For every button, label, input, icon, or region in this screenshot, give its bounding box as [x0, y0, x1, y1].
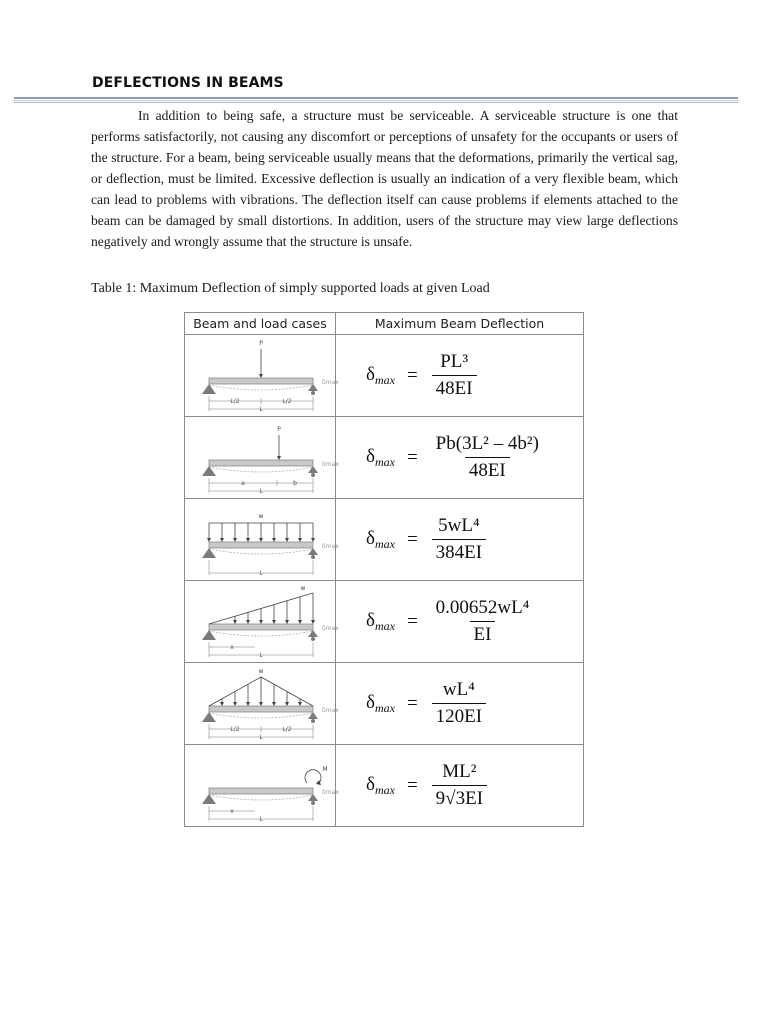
- load-label: P: [277, 426, 281, 433]
- load-arrowhead: [272, 620, 276, 624]
- beam-member: [209, 460, 313, 466]
- dimension-label: L/2: [230, 726, 240, 733]
- roller-support: [308, 548, 318, 555]
- dimension-label: L/2: [282, 398, 292, 405]
- delta-subscript: max: [374, 618, 395, 633]
- formula-cell: [336, 499, 584, 581]
- delta-symbol: δ: [366, 773, 375, 795]
- load-arrowhead: [259, 538, 263, 542]
- beam-diagram: [185, 581, 339, 662]
- dimension-label: L: [259, 488, 263, 495]
- delta-subscript: max: [374, 782, 395, 797]
- roller-wheel: [311, 555, 315, 559]
- beam-diagram-cell: [185, 417, 339, 499]
- load-label: P: [259, 340, 263, 347]
- dimension-label: x: [230, 644, 234, 651]
- deflected-shape: [209, 713, 313, 718]
- formula-fraction: [432, 679, 486, 728]
- table-row: [185, 499, 584, 581]
- equals-sign: =: [406, 610, 418, 632]
- deflection-tag: δmax: [322, 625, 339, 632]
- formula-cell: [336, 663, 584, 745]
- deflected-shape: [209, 549, 313, 554]
- deflection-formula: [336, 417, 583, 498]
- load-arrowhead: [285, 538, 289, 542]
- formula-lhs: [366, 774, 395, 798]
- deflection-tag: δmax: [322, 379, 339, 386]
- delta-symbol: δ: [366, 445, 375, 467]
- delta-subscript: max: [374, 372, 395, 387]
- equals-sign: =: [406, 446, 418, 468]
- load-arrowhead: [233, 538, 237, 542]
- formula-fraction: [432, 433, 543, 482]
- load-arrowhead: [220, 538, 224, 542]
- deflected-shape: [209, 631, 313, 636]
- load-arrowhead: [311, 538, 315, 542]
- deflection-formula: [336, 499, 583, 580]
- formula-denominator: 9√3EI: [432, 785, 487, 810]
- load-arrowhead: [207, 538, 211, 542]
- deflection-tag: δmax: [322, 707, 339, 714]
- roller-support: [308, 712, 318, 719]
- formula-numerator: ML²: [442, 761, 477, 782]
- load-arrowhead: [220, 702, 224, 706]
- beam-member: [209, 542, 313, 548]
- formula-numerator: wL⁴: [442, 679, 475, 700]
- formula-fraction: [432, 597, 534, 646]
- equals-sign: =: [406, 364, 418, 386]
- dimension-label: x: [230, 808, 234, 815]
- formula-numerator: PL³: [440, 351, 469, 372]
- beam-diagram-cell: [185, 663, 339, 745]
- formula-lhs: [366, 692, 395, 716]
- roller-wheel: [311, 473, 315, 477]
- beam-diagram: [185, 499, 339, 580]
- formula-lhs: [366, 446, 395, 470]
- deflection-formula: [336, 581, 583, 662]
- formula-cell: [336, 581, 584, 663]
- dimension-label: L: [259, 652, 263, 659]
- roller-support: [308, 384, 318, 391]
- roller-wheel: [311, 391, 315, 395]
- equals-sign: =: [406, 692, 418, 714]
- roller-wheel: [311, 637, 315, 641]
- dimension-label: L: [259, 570, 263, 577]
- load-arrowhead: [259, 374, 263, 378]
- beam-diagram-cell: [185, 745, 339, 827]
- load-arrowhead: [285, 620, 289, 624]
- load-arrowhead: [285, 702, 289, 706]
- load-arrowhead: [311, 620, 315, 624]
- load-arrowhead: [272, 538, 276, 542]
- formula-fraction: [432, 351, 477, 400]
- deflection-formula: [336, 335, 583, 416]
- equals-sign: =: [406, 528, 418, 550]
- dimension-label: L/2: [230, 398, 240, 405]
- formula-numerator: Pb(3L² – 4b²): [435, 433, 539, 454]
- intro-paragraph: In addition to being safe, a structure must be serviceable. A serviceable structure is one that performs satisfactorily, not causing any discomfort or perceptions of unsafety for the occupants or users of the structure. For a beam, being serviceable usually means that the deformations, primarily the vertical sag, or deflection, must be limited. Excessive deflection is usually an indication of a very flexible beam, which can lead to problems with vibrations. The deflection itself can cause problems if elements attached to the beam can be damaged by small distortions. In addition, users of the structure may view large deflections negatively and wrongly assume that the structure is unsafe.: [91, 108, 678, 249]
- load-arrowhead: [277, 456, 281, 460]
- roller-support: [308, 630, 318, 637]
- formula-cell: [336, 417, 584, 499]
- beam-member: [209, 788, 313, 794]
- formula-numerator: 0.00652wL⁴: [435, 597, 530, 618]
- table-row: [185, 581, 584, 663]
- load-arrowhead: [233, 620, 237, 624]
- load-arrowhead: [259, 620, 263, 624]
- formula-denominator: 384EI: [432, 539, 486, 564]
- beam-member: [209, 378, 313, 384]
- deflection-tag: δmax: [322, 789, 339, 796]
- beam-diagram: [185, 745, 339, 826]
- deflected-shape: [209, 385, 313, 390]
- table-caption: Table 1: Maximum Deflection of simply supported loads at given Load: [91, 281, 490, 296]
- beam-diagram: [185, 335, 339, 416]
- delta-symbol: δ: [366, 527, 375, 549]
- beam-diagram-cell: [185, 499, 339, 581]
- roller-wheel: [311, 801, 315, 805]
- formula-lhs: [366, 528, 395, 552]
- load-arrowhead: [246, 538, 250, 542]
- formula-cell: [336, 745, 584, 827]
- formula-lhs: [366, 610, 395, 634]
- deflected-shape: [209, 795, 313, 800]
- deflected-shape: [209, 467, 313, 472]
- delta-symbol: δ: [366, 691, 375, 713]
- page-title: DEFLECTIONS IN BEAMS: [92, 75, 284, 91]
- deflection-formula: [336, 663, 583, 744]
- equals-sign: =: [406, 774, 418, 796]
- deflection-table: [184, 312, 584, 827]
- load-label: M: [322, 766, 328, 773]
- formula-fraction: [432, 761, 487, 810]
- dimension-label: L: [259, 816, 263, 823]
- roller-support: [308, 466, 318, 473]
- load-arrowhead: [298, 620, 302, 624]
- delta-symbol: δ: [366, 609, 375, 631]
- formula-cell: [336, 335, 584, 417]
- formula-denominator: 120EI: [432, 703, 486, 728]
- load-arrowhead: [272, 702, 276, 706]
- header-beam-cases: Beam and load cases: [185, 313, 336, 335]
- formula-denominator: EI: [470, 621, 496, 646]
- heading-divider: [14, 97, 738, 103]
- table-header-row: [185, 313, 584, 335]
- deflection-formula: [336, 745, 583, 826]
- beam-diagram-cell: [185, 581, 339, 663]
- load-arrowhead: [298, 538, 302, 542]
- formula-fraction: [432, 515, 486, 564]
- formula-numerator: 5wL⁴: [438, 515, 480, 536]
- load-label: w: [258, 668, 264, 675]
- load-arrowhead: [246, 702, 250, 706]
- beam-member: [209, 706, 313, 712]
- dimension-label: L/2: [282, 726, 292, 733]
- load-arrowhead: [298, 702, 302, 706]
- load-arrowhead: [259, 702, 263, 706]
- beam-diagram: [185, 663, 339, 744]
- delta-subscript: max: [374, 536, 395, 551]
- beam-diagram: [185, 417, 339, 498]
- load-label: w: [300, 585, 306, 592]
- delta-symbol: δ: [366, 363, 375, 385]
- formula-denominator: 48EI: [465, 457, 510, 482]
- delta-subscript: max: [374, 700, 395, 715]
- table-row: [185, 745, 584, 827]
- header-max-deflection: Maximum Beam Deflection: [336, 313, 584, 335]
- dimension-label: L: [259, 406, 263, 413]
- table-row: [185, 417, 584, 499]
- table-row: [185, 335, 584, 417]
- roller-support: [308, 794, 318, 801]
- load-arrowhead: [233, 702, 237, 706]
- beam-diagram-cell: [185, 335, 339, 417]
- formula-denominator: 48EI: [432, 375, 477, 400]
- roller-wheel: [311, 719, 315, 723]
- dimension-label: a: [241, 480, 245, 487]
- dimension-label: L: [259, 734, 263, 741]
- load-arrowhead: [246, 620, 250, 624]
- delta-subscript: max: [374, 454, 395, 469]
- deflection-tag: δmax: [322, 543, 339, 550]
- formula-lhs: [366, 364, 395, 388]
- beam-member: [209, 624, 313, 630]
- load-label: w: [258, 513, 264, 520]
- deflection-tag: δmax: [322, 461, 339, 468]
- table-row: [185, 663, 584, 745]
- dimension-label: b: [293, 480, 297, 487]
